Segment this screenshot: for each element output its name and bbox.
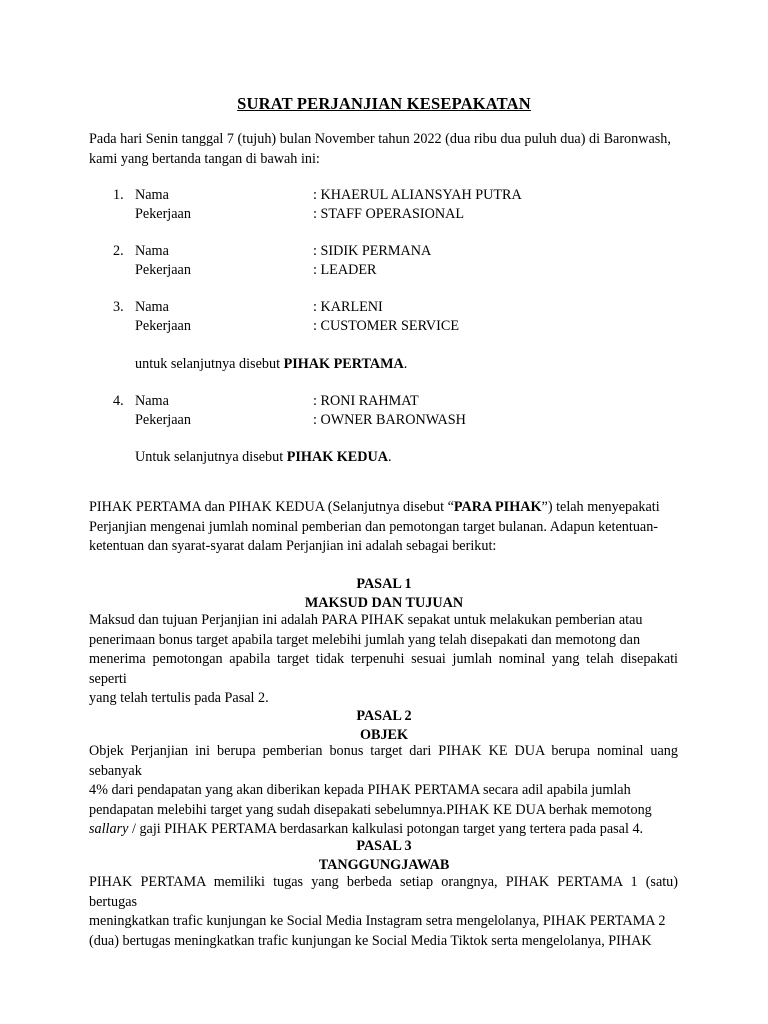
- pasal-subheading: MAKSUD DAN TUJUAN: [304, 595, 464, 611]
- party-name-label: Nama: [135, 187, 169, 203]
- pasal-heading: PASAL 2: [356, 708, 412, 724]
- party-number: 3.: [113, 299, 124, 315]
- paragraph-line: PIHAK PERTAMA dan PIHAK KEDUA (Selanjutnya disebut “PARA PIHAK”) telah menyepakati: [89, 499, 660, 515]
- party-number: 4.: [113, 393, 124, 409]
- pasal-subheading: TANGGUNGJAWAB: [318, 857, 450, 873]
- party-job-label: Pekerjaan: [135, 206, 191, 222]
- pasal-3-paragraph: [89, 873, 678, 951]
- pasal-heading: PASAL 3: [356, 838, 412, 854]
- party-job-label: Pekerjaan: [135, 262, 191, 278]
- party-name-value: : SIDIK PERMANA: [313, 243, 432, 259]
- party-job-value: : LEADER: [313, 262, 377, 278]
- party-name-label: Nama: [135, 299, 169, 315]
- paragraph-line: sallary / gaji PIHAK PERTAMA berdasarkan kalkulasi potongan target yang tertera pada pasal 4.: [89, 821, 644, 837]
- paragraph-line: Maksud dan tujuan Perjanjian ini adalah PARA PIHAK sepakat untuk melakukan pemberian atau: [89, 612, 643, 628]
- paragraph-line: 4% dari pendapatan yang akan diberikan kepada PIHAK PERTAMA secara adil apabila jumlah: [89, 782, 631, 798]
- pihak-pertama-line: untuk selanjutnya disebut PIHAK PERTAMA.: [135, 356, 408, 372]
- intro-line-1: Pada hari Senin tanggal 7 (tujuh) bulan November tahun 2022 (dua ribu dua puluh dua) di Baronwash,: [89, 131, 671, 147]
- party-number: 1.: [113, 187, 124, 203]
- party-job-value: : STAFF OPERASIONAL: [313, 206, 465, 222]
- paragraph-line: penerimaan bonus target apabila target melebihi jumlah yang telah disepakati dan memotong dan: [89, 631, 641, 648]
- pihak-kedua-line: Untuk selanjutnya disebut PIHAK KEDUA.: [135, 449, 392, 465]
- pasal-2-paragraph: [89, 742, 678, 840]
- party-job-label: Pekerjaan: [135, 412, 191, 428]
- party-number: 2.: [113, 243, 124, 259]
- paragraph-line: yang telah tertulis pada Pasal 2.: [89, 690, 269, 706]
- paragraph-line: PIHAK PERTAMA memiliki tugas yang berbeda setiap orangnya, PIHAK PERTAMA 1 (satu) bertugas: [89, 874, 678, 910]
- paragraph-line: pendapatan melebihi target yang sudah disepakati sebelumnya.PIHAK KE DUA berhak memotong: [89, 801, 652, 818]
- paragraph-line: meningkatkan trafic kunjungan ke Social Media Instagram setra mengelolanya, PIHAK PERTAMA 2: [89, 913, 666, 929]
- pasal-1-paragraph: [89, 611, 678, 709]
- party-name-label: Nama: [135, 393, 169, 409]
- party-job-value: : CUSTOMER SERVICE: [313, 318, 460, 334]
- paragraph-line: ketentuan dan syarat-syarat dalam Perjanjian ini adalah sebagai berikut:: [89, 538, 497, 554]
- party-name-label: Nama: [135, 243, 169, 259]
- party-name-value: : KARLENI: [313, 299, 383, 315]
- paragraph-line: Perjanjian mengenai jumlah nominal pemberian dan pemotongan target bulanan. Adapun ketentuan-: [89, 518, 659, 535]
- party-job-label: Pekerjaan: [135, 318, 191, 334]
- party-name-value: : RONI RAHMAT: [313, 393, 419, 409]
- paragraph-line: menerima pemotongan apabila target tidak terpenuhi sesuai jumlah nominal yang telah disepakati seperti: [89, 651, 678, 687]
- document-title: SURAT PERJANJIAN KESEPAKATAN: [237, 94, 531, 113]
- para-pihak-paragraph: [89, 498, 678, 557]
- paragraph-line: (dua) bertugas meningkatkan trafic kunjungan ke Social Media Tiktok serta mengelolanya, PIHAK: [89, 932, 652, 949]
- paragraph-line: Objek Perjanjian ini berupa pemberian bonus target dari PIHAK KE DUA berupa nominal uang sebanyak: [89, 743, 678, 779]
- party-name-value: : KHAERUL ALIANSYAH PUTRA: [313, 187, 522, 203]
- party-job-value: : OWNER BARONWASH: [313, 412, 466, 428]
- pasal-subheading: OBJEK: [359, 727, 409, 743]
- intro-line-2: kami yang bertanda tangan di bawah ini:: [89, 151, 320, 167]
- pasal-heading: PASAL 1: [356, 576, 412, 592]
